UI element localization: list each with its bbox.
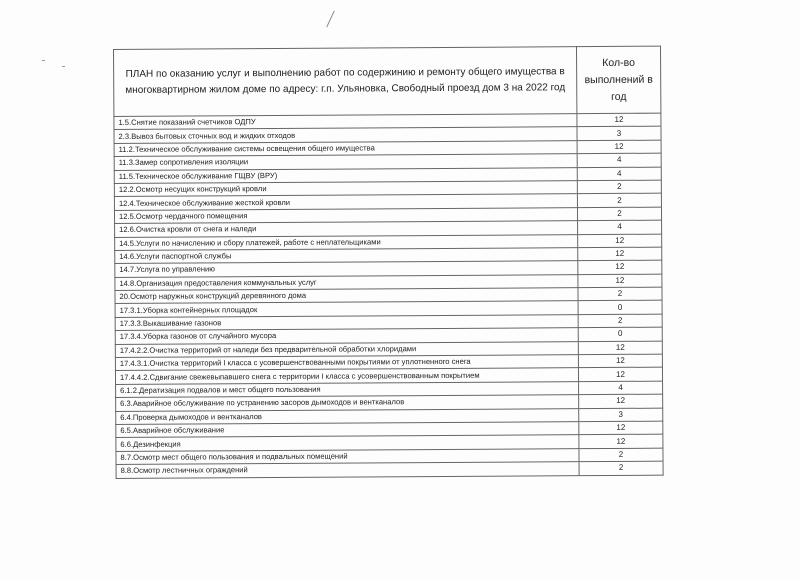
service-name: 14.5.Услуги по начислению и сбору платежей, работе с неплательщиками [115, 234, 578, 250]
service-count: 0 [578, 301, 662, 315]
scan-speck [42, 60, 45, 61]
service-name: 17.4.4.2.Сдвигание свежевыпавшего снега с территории I класса с усовершенствованным покрытием [115, 368, 578, 384]
service-count: 12 [579, 421, 663, 435]
service-name: 17.3.4.Уборка газонов от случайного мусора [115, 328, 578, 344]
service-name: 8.8.Осмотр лестничных ограждений [116, 462, 579, 478]
service-name: 14.8.Организация предоставления коммунальных услуг [115, 274, 578, 290]
scan-speck [62, 66, 65, 67]
service-name: 12.2.Осмотр несущих конструкций кровли [114, 181, 577, 197]
service-count: 2 [577, 180, 661, 194]
service-name: 12.4.Техническое обслуживание жесткой кровли [114, 194, 577, 210]
service-count: 2 [578, 287, 662, 301]
service-name: 17.3.3.Выкашивание газонов [115, 315, 578, 331]
table-header-row [114, 46, 661, 116]
service-name: 17.3.1.Уборка контейнерных площадок [115, 301, 578, 317]
service-name: 14.7.Услуга по управлению [115, 261, 578, 277]
service-name: 6.3.Аварийное обслуживание по устранению засоров дымоходов и вентканалов [116, 395, 579, 411]
table-body [114, 113, 663, 478]
service-name: 17.4.3.1.Очистка территорий I класса с усовершенствованными покрытиями от уплотненного снега [115, 355, 578, 371]
service-count: 4 [577, 153, 661, 167]
service-count: 2 [577, 207, 661, 221]
service-name: 6.1.2.Дератизация подвалов и мест общего пользования [116, 381, 579, 397]
plan-title: ПЛАН по оказанию услуг и выполнению работ по содержинию и ремонту общего имущества в многоквартирном жилом доме по адресу: г.п. Ульяновка, Свободный проезд дом 3 на 2022 год [114, 47, 577, 117]
service-name: 8.7.Осмотр мест общего пользования и подвальных помещений [116, 448, 579, 464]
service-count: 3 [579, 408, 663, 422]
service-name: 2.3.Вывоз бытовых сточных вод и жидких отходов [114, 127, 577, 143]
service-name: 20.Осмотр наружных конструкций деревянного дома [115, 288, 578, 304]
service-count: 2 [579, 461, 663, 475]
service-count: 12 [578, 368, 662, 382]
service-count: 12 [579, 435, 663, 449]
service-count: 12 [577, 140, 661, 154]
table-row [116, 461, 663, 478]
service-name: 11.2.Техническое обслуживание системы освещения общего имущества [114, 140, 577, 156]
service-count: 2 [579, 448, 663, 462]
service-name: 17.4.2.2.Очистка территорий от наледи без предварительной обработки хлоридами [115, 341, 578, 357]
services-plan-table [113, 46, 664, 479]
service-name: 12.6.Очистка кровли от снега и наледи [115, 221, 578, 237]
service-count: 12 [579, 394, 663, 408]
service-name: 1.5.Снятие показаний счетчиков ОДПУ [114, 114, 577, 130]
service-count: 4 [577, 167, 661, 181]
service-count: 12 [578, 274, 662, 288]
service-count: 0 [578, 327, 662, 341]
service-count: 3 [577, 127, 661, 141]
service-count: 12 [578, 354, 662, 368]
service-name: 11.3.Замер сопротивления изоляции [114, 154, 577, 170]
service-name: 14.6.Услуги паспортной службы [115, 248, 578, 264]
service-name: 6.6.Дезинфекция [116, 435, 579, 451]
count-column-header: Кол-во выполнений в год [576, 46, 660, 114]
service-count: 12 [578, 234, 662, 248]
scan-mark [326, 11, 335, 28]
service-name: 6.4.Проверка дымоходов и вентканалов [116, 408, 579, 424]
service-count: 4 [578, 220, 662, 234]
service-name: 11.5.Техническое обслуживание ГЩВУ (ВРУ) [114, 167, 577, 183]
service-count: 2 [578, 314, 662, 328]
service-count: 12 [578, 247, 662, 261]
service-count: 12 [578, 260, 662, 274]
service-name: 12.5.Осмотр чердачного помещения [114, 207, 577, 223]
service-count: 12 [577, 113, 661, 127]
service-count: 4 [579, 381, 663, 395]
service-count: 12 [578, 341, 662, 355]
service-name: 6.5.Аварийное обслуживание [116, 422, 579, 438]
service-count: 2 [577, 193, 661, 207]
